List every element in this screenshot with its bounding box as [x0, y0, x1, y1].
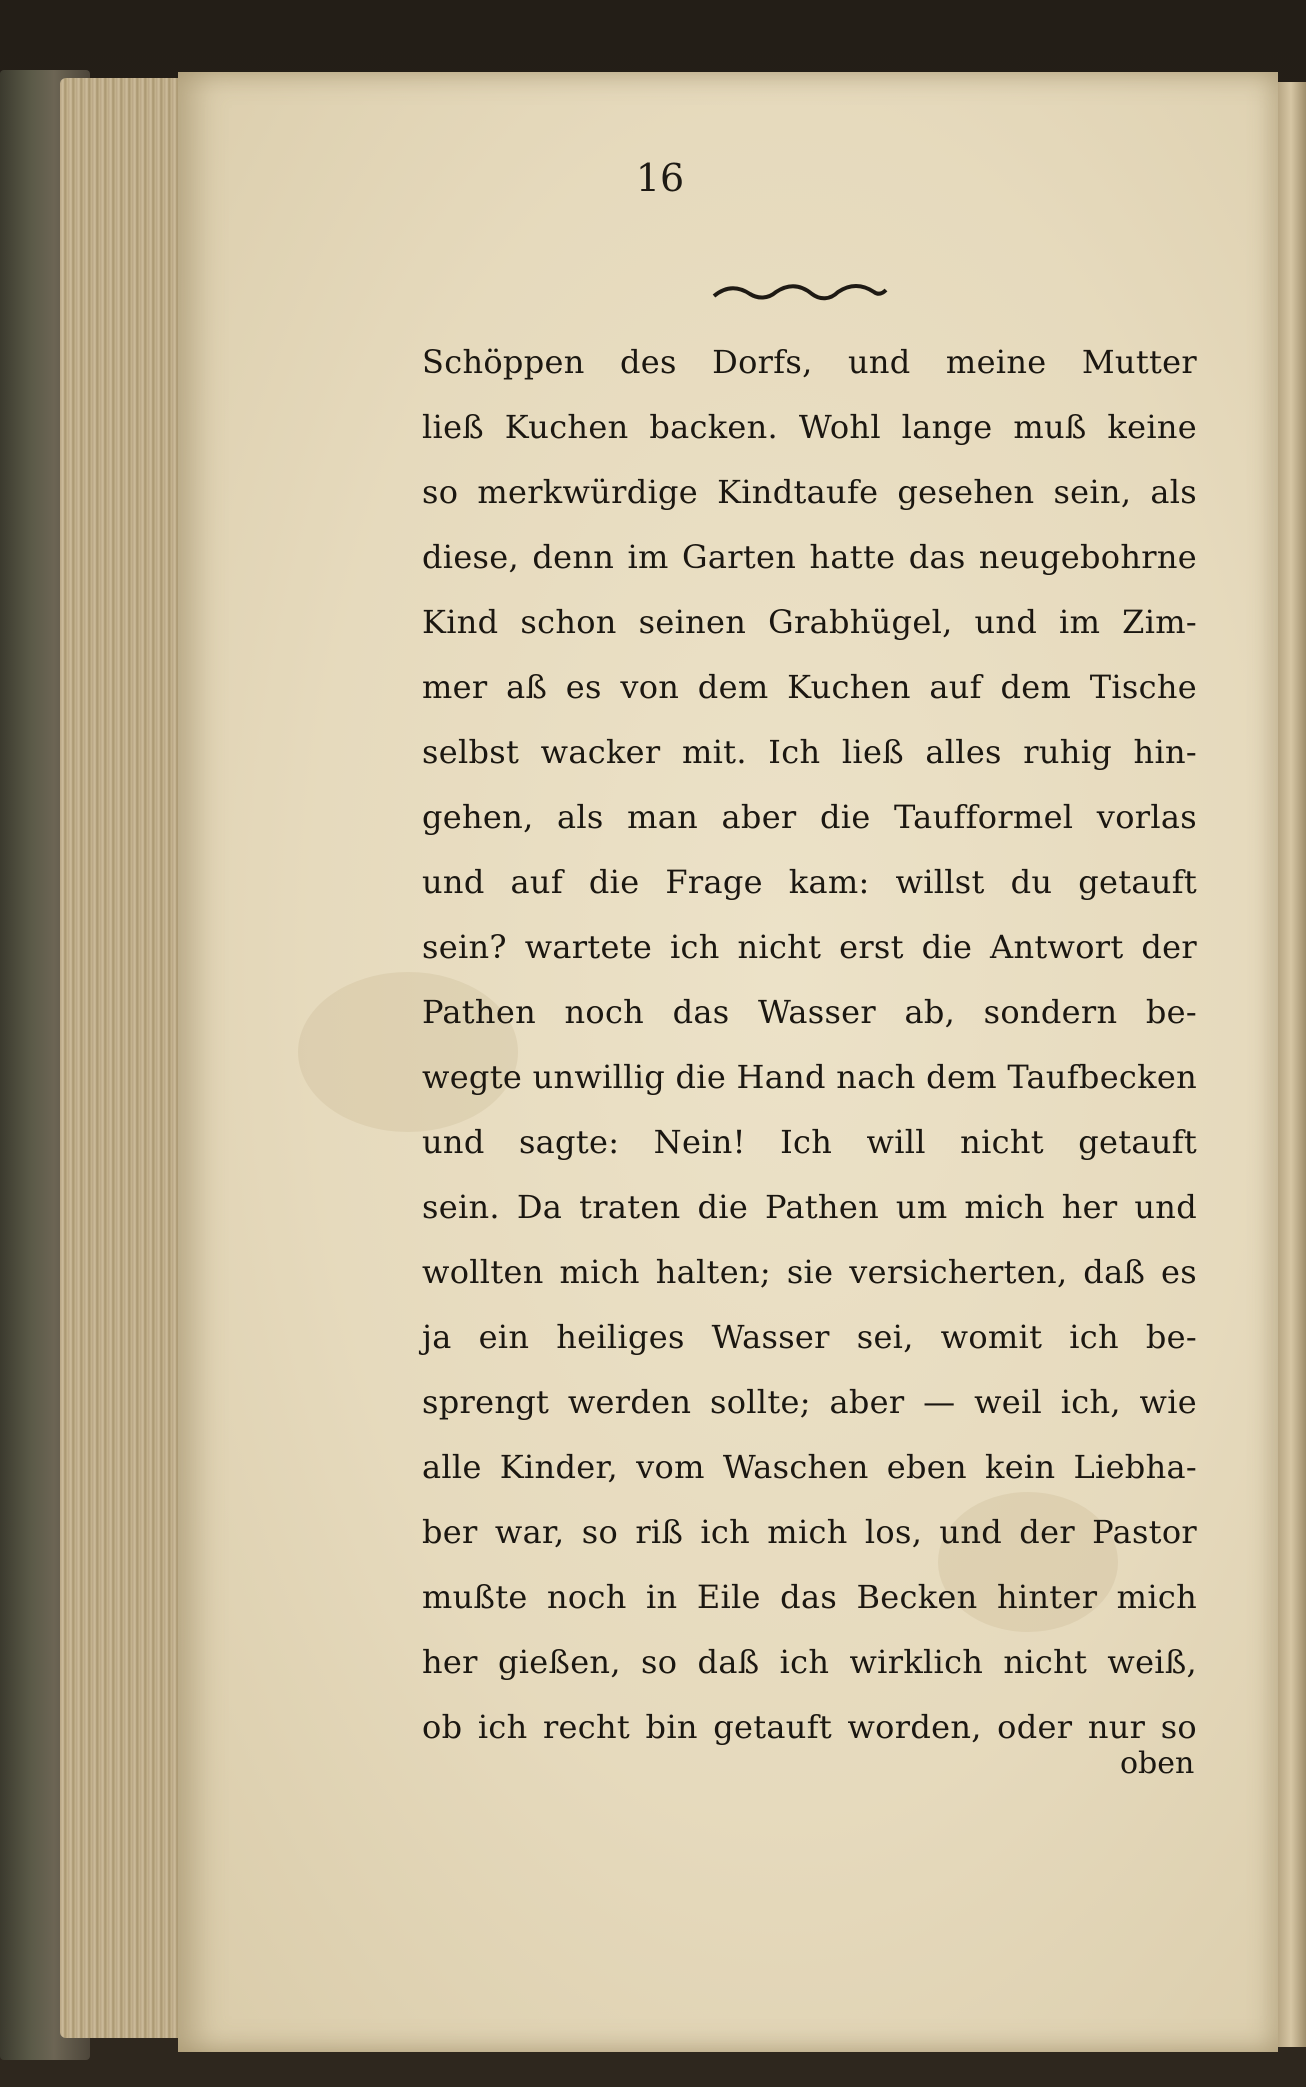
text-line: und auf die Frage kam: willst du getauft [422, 863, 1197, 901]
text-line: und sagte: Nein! Ich will nicht getauft [422, 1123, 1197, 1161]
catchword: oben [1120, 1746, 1195, 1781]
text-line: gehen, als man aber die Taufformel vorlas [422, 798, 1197, 836]
text-line: Pathen noch das Wasser ab, sondern be- [422, 993, 1197, 1031]
page-edges-right [1276, 82, 1306, 2047]
page-number: 16 [635, 156, 685, 200]
text-line: alle Kinder, vom Waschen eben kein Liebha- [422, 1448, 1197, 1486]
text-line: wegte unwillig die Hand nach dem Taufbecken [422, 1058, 1197, 1096]
text-line: sein? wartete ich nicht erst die Antwort der [422, 928, 1197, 966]
text-line: sein. Da traten die Pathen um mich her und [422, 1188, 1197, 1226]
text-line: ließ Kuchen backen. Wohl lange muß keine [422, 408, 1197, 446]
text-line: ber war, so riß ich mich los, und der Pastor [422, 1513, 1197, 1551]
text-line: diese, denn im Garten hatte das neugebohrne [422, 538, 1197, 576]
text-line: so merkwürdige Kindtaufe gesehen sein, als [422, 473, 1197, 511]
text-line: her gießen, so daß ich wirklich nicht weiß, [422, 1643, 1197, 1681]
ornament-divider [712, 282, 888, 304]
page-text [422, 330, 1197, 1760]
text-line: ob ich recht bin getauft worden, oder nur so [422, 1708, 1197, 1746]
text-line: Schöppen des Dorfs, und meine Mutter [422, 343, 1197, 381]
text-line: wollten mich halten; sie versicherten, daß es [422, 1253, 1197, 1291]
text-line: Kind schon seinen Grabhügel, und im Zim- [422, 603, 1197, 641]
text-line: sprengt werden sollte; aber — weil ich, wie [422, 1383, 1197, 1421]
text-line: ja ein heiliges Wasser sei, womit ich be- [422, 1318, 1197, 1356]
text-line: mer aß es von dem Kuchen auf dem Tische [422, 668, 1197, 706]
text-line: selbst wacker mit. Ich ließ alles ruhig hin- [422, 733, 1197, 771]
page-edges-left [60, 78, 190, 2038]
text-line: mußte noch in Eile das Becken hinter mich [422, 1578, 1197, 1616]
